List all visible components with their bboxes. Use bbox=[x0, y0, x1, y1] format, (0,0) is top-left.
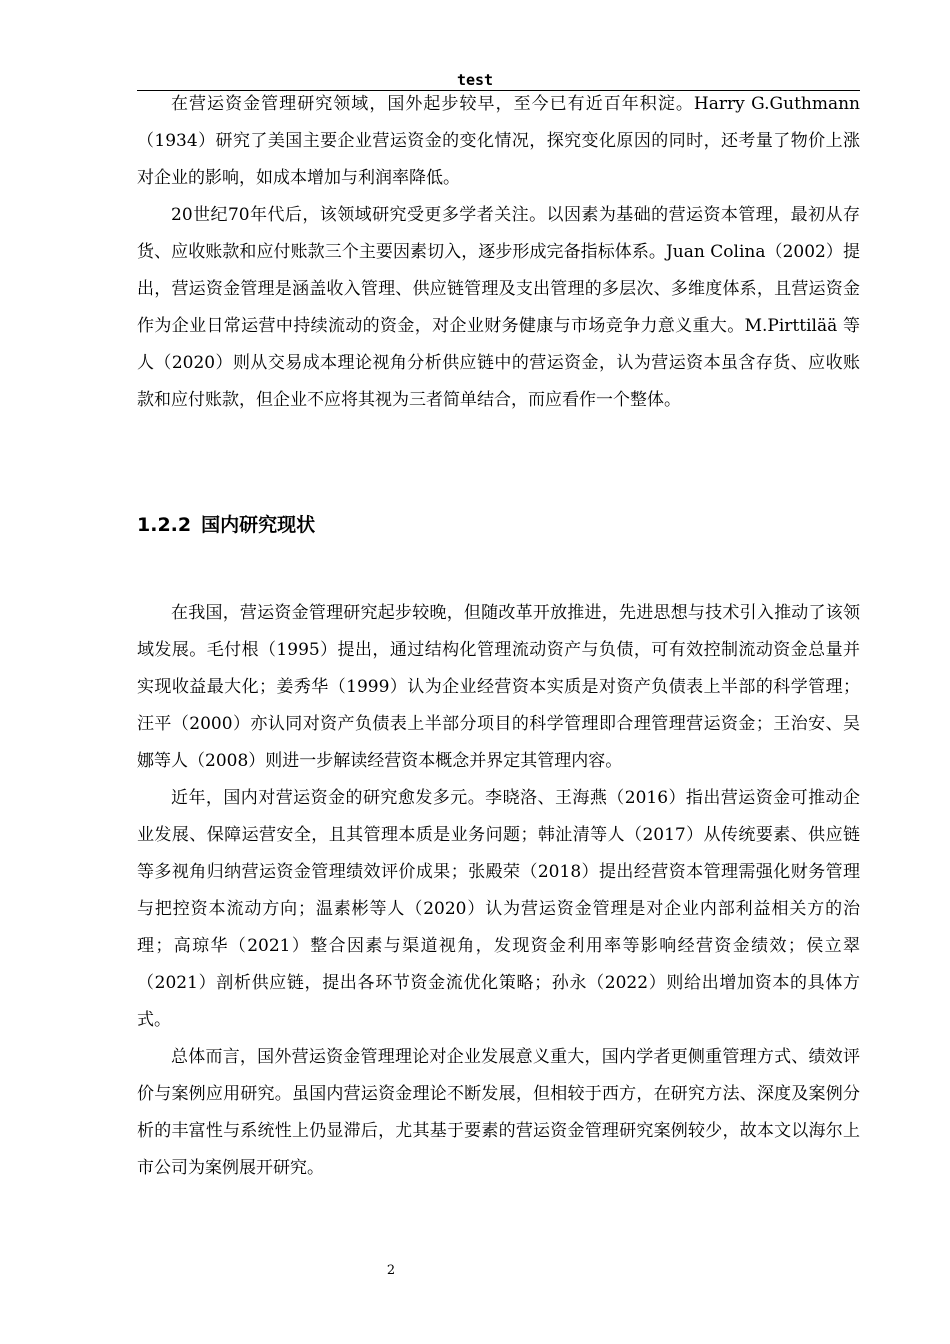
section-heading-text: 国内研究现状 bbox=[201, 514, 316, 536]
paragraph-domestic-recent: 近年，国内对营运资金的研究愈发多元。李晓洛、王海燕（2016）指出营运资金可推动企业发展、保障运营安全，且其管理本质是业务问题；韩沚清等人（2017）从传统要素、供应链等多视角归纳营运资金管理绩效评价成果；张殿荣（2018）提出经营资本管理需强化财务管理与把控资本流动方向；温素彬等人（2020）认为营运资金管理是对企业内部利益相关方的治理；高琼华（2021）整合因素与渠道视角，发现资金利用率等影响经营资金绩效；侯立翠（2021）剖析供应链，提出各环节资金流优化策略；孙永（2022）则给出增加资本的具体方式。 bbox=[137, 788, 860, 1030]
foreign-research-text bbox=[137, 86, 860, 419]
paragraph-domestic-early: 在我国，营运资金管理研究起步较晚，但随改革开放推进，先进思想与技术引入推动了该领域发展。毛付根（1995）提出，通过结构化管理流动资产与负债，可有效控制流动资金总量并实现收益最大化；姜秀华（1999）认为企业经营资本实质是对资产负债表上半部的科学管理；汪平（2000）亦认同对资产负债表上半部分项目的科学管理即合理管理营运资金；王治安、吴娜等人（2008）则进一步解读经营资本概念并界定其管理内容。 bbox=[137, 603, 860, 771]
section-heading-number: 1.2.2 bbox=[137, 514, 192, 536]
running-header-title: test bbox=[456, 71, 494, 89]
paragraph-foreign-early: 在营运资金管理研究领域，国外起步较早，至今已有近百年积淀。Harry G.Guthmann（1934）研究了美国主要企业营运资金的变化情况，探究变化原因的同时，还考量了物价上涨对企业的影响，如成本增加与利润率降低。 bbox=[137, 94, 860, 188]
section-heading-domestic bbox=[137, 508, 860, 542]
domestic-research-text bbox=[137, 595, 860, 1187]
paragraph-foreign-modern: 20世纪70年代后，该领域研究受更多学者关注。以因素为基础的营运资本管理，最初从存货、应收账款和应付账款三个主要因素切入，逐步形成完备指标体系。Juan Colina（2002）提出，营运资金管理是涵盖收入管理、供应链管理及支出管理的多层次、多维度体系，且营运资金作为企业日常运营中持续流动的资金，对企业财务健康与市场竞争力意义重大。M.Pirttilää 等人（2020）则从交易成本理论视角分析供应链中的营运资金，认为营运资本虽含存货、应收账款和应付账款，但企业不应将其视为三者简单结合，而应看作一个整体。 bbox=[137, 205, 860, 410]
paragraph-domestic-summary: 总体而言，国外营运资金管理理论对企业发展意义重大，国内学者更侧重管理方式、绩效评价与案例应用研究。虽国内营运资金理论不断发展，但相较于西方，在研究方法、深度及案例分析的丰富性与系统性上仍显滞后，尤其基于要素的营运资金管理研究案例较少，故本文以海尔上市公司为案例展开研究。 bbox=[137, 1047, 860, 1178]
page-number: 2 bbox=[386, 1263, 396, 1278]
